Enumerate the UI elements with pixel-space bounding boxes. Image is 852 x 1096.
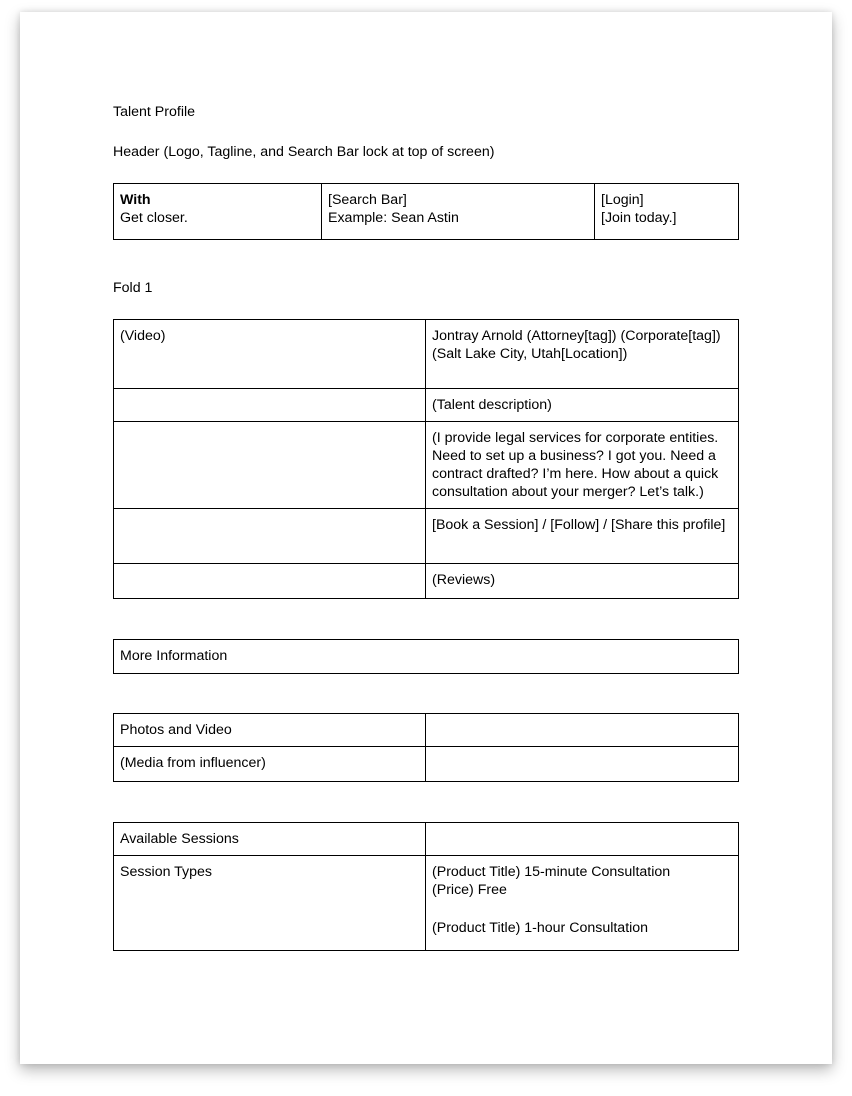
join-placeholder: [Join today.] (601, 210, 677, 226)
empty-cell (426, 747, 739, 782)
media-subtitle: (Media from influencer) (114, 747, 426, 782)
talent-description-label: (Talent description) (426, 389, 739, 422)
more-info-table (113, 639, 739, 674)
fold-table (113, 319, 739, 599)
session-types-label: Session Types (114, 856, 426, 951)
more-information: More Information (114, 640, 739, 674)
empty-cell (426, 714, 739, 747)
brand-name: With (120, 192, 151, 208)
empty-cell (114, 389, 426, 422)
empty-cell (426, 823, 739, 856)
session-price-1: (Price) Free (432, 882, 507, 898)
document-page (20, 12, 832, 1064)
doc-title: Talent Profile (113, 104, 196, 120)
tagline: Get closer. (120, 210, 188, 226)
spacer (432, 899, 732, 919)
header-table (113, 183, 739, 240)
sessions-table (113, 822, 739, 951)
session-product-2: (Product Title) 1-hour Consultation (432, 920, 649, 936)
talent-name-tags: Jontray Arnold (Attorney[tag]) (Corporate[tag]) (Salt Lake City, Utah[Location]) (426, 320, 739, 389)
video-cell: (Video) (114, 320, 426, 389)
available-sessions-title: Available Sessions (114, 823, 426, 856)
header-brand-cell (114, 184, 322, 240)
login-placeholder: [Login] (601, 192, 644, 208)
fold-label: Fold 1 (113, 280, 153, 296)
profile-actions: [Book a Session] / [Follow] / [Share this profile] (426, 509, 739, 564)
photos-video-title: Photos and Video (114, 714, 426, 747)
reviews-cell: (Reviews) (426, 564, 739, 599)
media-table (113, 713, 739, 782)
session-product-1: (Product Title) 15-minute Consultation (432, 864, 671, 880)
session-types-list (426, 856, 739, 951)
header-search-cell (322, 184, 595, 240)
search-example: Example: Sean Astin (328, 210, 459, 226)
talent-description: (I provide legal services for corporate entities. Need to set up a business? I got you. Need a contract drafted? I’m here. How about a quick consultation about your merger? Let’s talk.) (426, 422, 739, 509)
header-auth-cell (595, 184, 739, 240)
empty-cell (114, 564, 426, 599)
empty-cell (114, 422, 426, 509)
header-note: Header (Logo, Tagline, and Search Bar lock at top of screen) (113, 144, 495, 160)
empty-cell (114, 509, 426, 564)
search-bar-placeholder: [Search Bar] (328, 192, 407, 208)
